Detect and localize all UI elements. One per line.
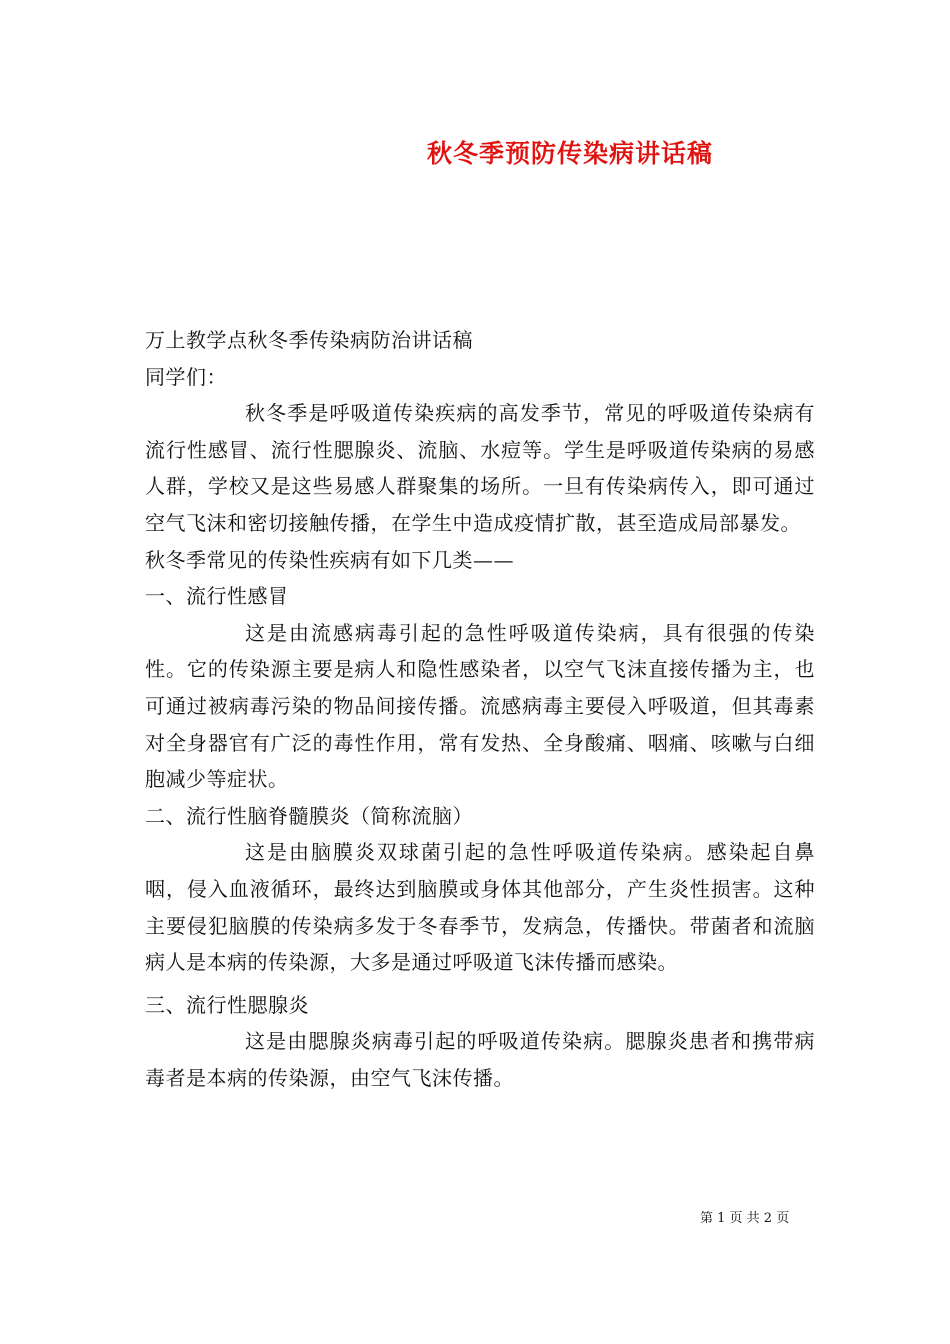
- section-heading-meningitis: 二、流行性脑脊髓膜炎（简称流脑）: [145, 803, 473, 828]
- section-heading-flu: 一、流行性感冒: [145, 584, 289, 609]
- greeting: 同学们：: [145, 364, 227, 389]
- mumps-paragraph: 这是由腮腺炎病毒引起的呼吸道传染病。腮腺炎患者和携带病毒者是本病的传染源，由空气飞沫传播。: [145, 1029, 815, 1090]
- document-title: 秋冬季预防传染病讲话稿: [426, 139, 713, 168]
- meningitis-paragraph: 这是由脑膜炎双球菌引起的急性呼吸道传染病。感染起自鼻咽，侵入血液循环，最终达到脑膜或身体其他部分，产生炎性损害。这种主要侵犯脑膜的传染病多发于冬春季节，发病急，传播快。带菌者和流脑病人是本病的传染源，大多是通过呼吸道飞沫传播而感染。: [145, 840, 815, 975]
- flu-paragraph: 这是由流感病毒引起的急性呼吸道传染病，具有很强的传染性。它的传染源主要是病人和隐性感染者，以空气飞沫直接传播为主，也可通过被病毒污染的物品间接传播。流感病毒主要侵入呼吸道，但其毒素对全身器官有广泛的毒性作用，常有发热、全身酸痛、咽痛、咳嗽与白细胞减少等症状。: [145, 620, 815, 792]
- intro-paragraph: 秋冬季是呼吸道传染疾病的高发季节，常见的呼吸道传染病有流行性感冒、流行性腮腺炎、流脑、水痘等。学生是呼吸道传染病的易感人群，学校又是这些易感人群聚集的场所。一旦有传染病传入，即可通过空气飞沫和密切接触传播，在学生中造成疫情扩散，甚至造成局部暴发。: [145, 401, 815, 535]
- school-speech-heading: 万上教学点秋冬季传染病防治讲话稿: [145, 328, 473, 352]
- document-body: [145, 322, 815, 1096]
- section-heading-mumps: 三、流行性腮腺炎: [145, 992, 309, 1017]
- disease-list-intro: 秋冬季常见的传染性疾病有如下几类——: [145, 547, 514, 572]
- page-footer: 第 1 页 共 2 页: [700, 1211, 790, 1226]
